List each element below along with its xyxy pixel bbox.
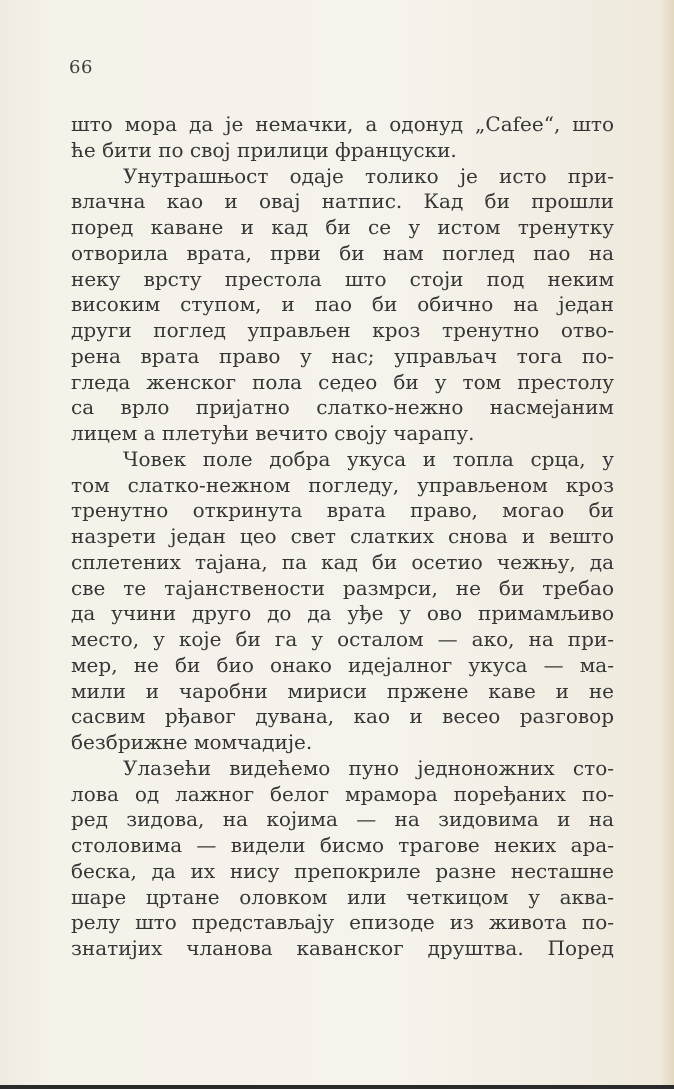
text-line: релу што представљају епизоде из живота по- — [71, 910, 614, 935]
text-line: рена врата право у нас; управљач тога по- — [71, 343, 614, 368]
text-line: ред зидова, на којима — на зидовима и на — [71, 807, 614, 832]
text-line: том слатко-нежном погледу, управљеном кроз — [71, 472, 614, 497]
text-line: беска, да их нису препокриле разне несташне — [71, 858, 614, 883]
text-line: сасвим рђавог дувана, као и весео разговор — [71, 704, 614, 729]
text-line: лицем а плетући вечито своју чарапу. — [71, 421, 475, 445]
text-line: место, у које би га у осталом — ако, на при- — [71, 627, 614, 651]
page-edge-shadow — [660, 0, 674, 1085]
text-line: Унутрашњост одаје толико је исто при- — [123, 163, 614, 188]
text-line: све те тајанствености размрси, не би требао — [71, 575, 614, 600]
text-line: столовима — видели бисмо трагове неких ара- — [71, 833, 614, 857]
text-line: сплетених тајана, па кад би осетио чежњу, да — [71, 549, 614, 574]
body-text — [71, 112, 614, 962]
text-line: безбрижне момчадије. — [71, 730, 313, 754]
text-line: други поглед управљен кроз тренутно отво- — [71, 318, 614, 342]
text-line: назрети један цео свет слатких снова и вешто — [71, 524, 614, 548]
text-line: поред каване и кад би се у истом тренутку — [71, 215, 614, 239]
page-number: 66 — [69, 57, 93, 78]
text-line: знатијих чланова каванског друштва. Поред — [71, 936, 614, 960]
text-line: шаре цртане оловком или четкицом у аква- — [71, 884, 614, 909]
text-line: Улазећи видећемо пуно једноножних сто- — [123, 755, 614, 780]
text-line: са врло пријатно слатко-нежно насмејаним — [71, 395, 614, 420]
text-line: мер, не би био онако идејалног укуса — ма- — [71, 652, 614, 677]
text-line: ће бити по свој прилици француски. — [71, 137, 457, 162]
text-line: да учини друго до да уђе у ово примамљиво — [71, 601, 614, 626]
scan-bottom-edge — [0, 1085, 674, 1089]
text-line: Човек поле добра укуса и топла срца, у — [123, 446, 614, 471]
text-line: гледа женског пола седео би у том престолу — [71, 369, 614, 394]
text-line: неку врсту престола што стоји под неким — [71, 266, 614, 291]
text-line: влачна као и овај натпис. Кад би прошли — [71, 189, 614, 214]
text-line: тренутно откринута врата право, могао би — [71, 498, 614, 523]
text-line: високим ступом, и пао би обично на један — [71, 292, 614, 317]
text-line: отворила врата, први би нам поглед пао на — [71, 240, 614, 265]
text-line: лова од лажног белог мрамора поређаних по- — [71, 781, 614, 806]
text-line: мили и чаробни мириси пржене каве и не — [71, 678, 614, 703]
text-line: што мора да је немачки, а одонуд „Cafee“, што — [71, 112, 614, 136]
